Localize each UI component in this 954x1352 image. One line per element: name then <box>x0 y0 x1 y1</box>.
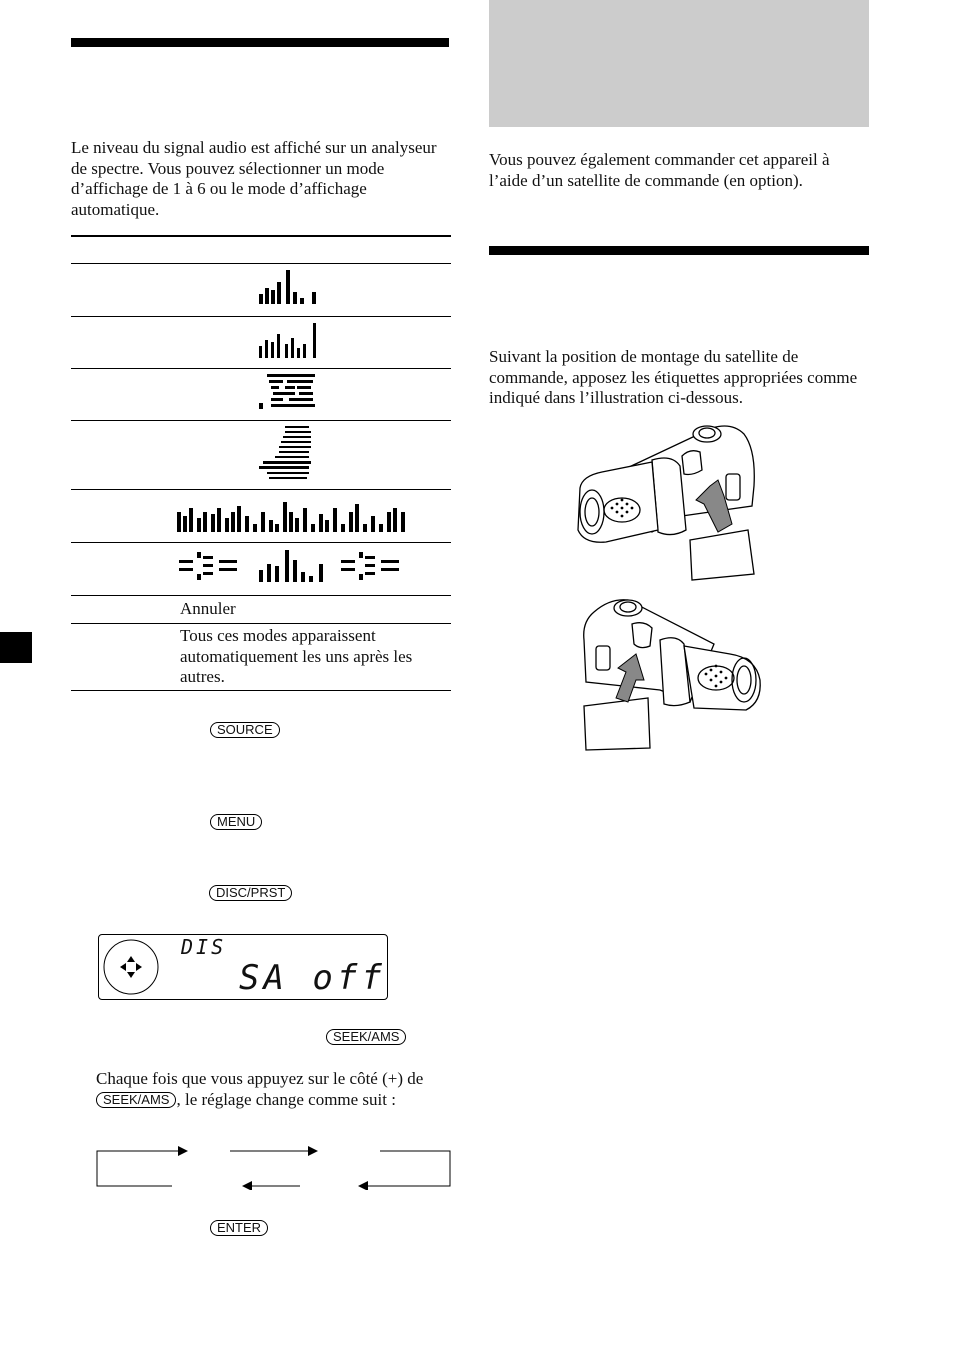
spectrum-intro-text: Le niveau du signal audio est affiché sur un analyseur de spectre. Vous pouvez sélectionner un mode d’affichage de 1 à 6 ou le mode d’affichage automatique. <box>71 138 437 219</box>
label-instruction-text: Suivant la position de montage du satellite de commande, apposez les étiquettes appropriées comme indiqué dans l’illustration ci-dessous. <box>489 347 858 407</box>
menu-button[interactable]: MENU <box>210 814 262 830</box>
section-tab-marker <box>0 632 32 663</box>
lcd-top-text: DIS <box>181 935 227 959</box>
control-dial-icon <box>103 937 161 997</box>
table-line <box>71 690 451 691</box>
cycle-text-part1: Chaque fois que vous appuyez sur le côté (+) de <box>96 1069 424 1088</box>
lcd-display <box>98 934 388 1000</box>
disc-prst-button[interactable]: DISC/PRST <box>209 885 292 901</box>
enter-button[interactable]: ENTER <box>210 1220 268 1236</box>
source-button[interactable]: SOURCE <box>210 722 280 738</box>
section-header-box <box>489 0 869 127</box>
cycle-instruction-text <box>96 1069 446 1110</box>
section-rule-top-left <box>71 38 449 47</box>
spectrum-mode-3-icon <box>255 372 325 414</box>
spectrum-mode-4-icon <box>255 424 325 484</box>
satellite-intro-text: Vous pouvez également commander cet appareil à l’aide d’un satellite de commande (en option). <box>489 150 830 190</box>
table-line <box>71 420 451 421</box>
spectrum-mode-2-icon <box>255 320 325 362</box>
mode-auto-label: Tous ces modes apparaissent automatiquement les uns après les autres. <box>180 626 413 686</box>
table-line <box>71 542 451 543</box>
spectrum-mode-1-icon <box>255 268 325 308</box>
lcd-main-text: SA off <box>239 958 386 998</box>
satellite-controller-bottom-illustration <box>580 594 766 752</box>
table-line <box>71 595 451 596</box>
spectrum-mode-6-icon <box>175 546 415 586</box>
table-line <box>71 316 451 317</box>
seek-ams-inline-button[interactable]: SEEK/AMS <box>96 1092 176 1108</box>
satellite-controller-top-illustration <box>572 420 762 582</box>
table-line <box>71 263 451 264</box>
table-line <box>71 235 451 237</box>
table-line <box>71 489 451 490</box>
mode-cancel-label: Annuler <box>180 599 236 618</box>
section-rule-right <box>489 246 869 255</box>
table-line <box>71 368 451 369</box>
seek-ams-button[interactable]: SEEK/AMS <box>326 1029 406 1045</box>
cycle-text-part2: , le réglage change comme suit : <box>176 1089 396 1109</box>
cycle-flow-diagram <box>96 1142 452 1190</box>
spectrum-mode-5-icon <box>175 494 410 536</box>
table-line <box>71 623 451 624</box>
